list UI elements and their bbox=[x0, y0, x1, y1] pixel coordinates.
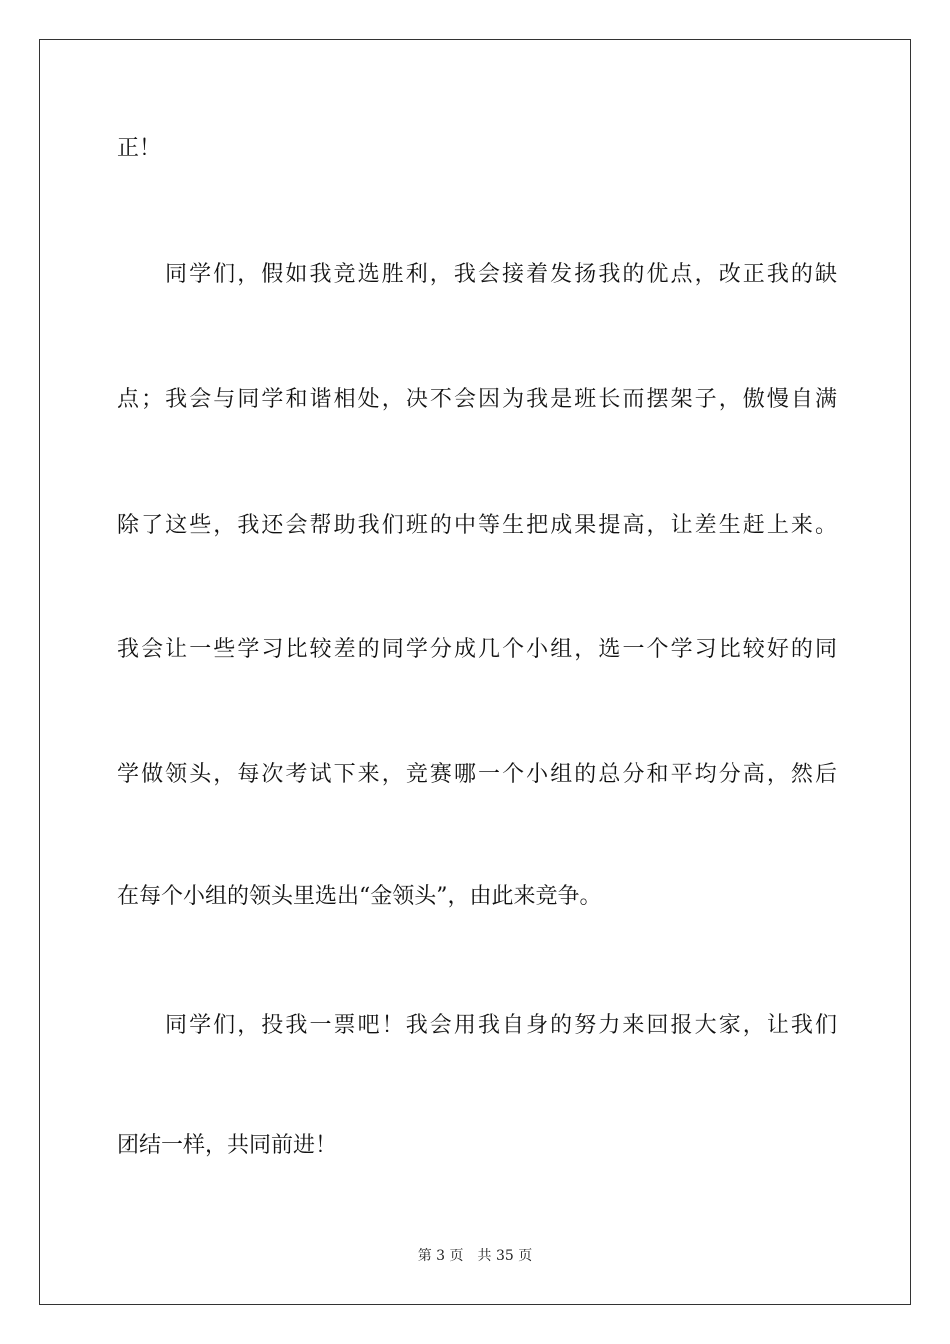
paragraph-line-8: 同学们，投我一票吧！我会用我自身的努力来回报大家，让我们 bbox=[165, 1013, 837, 1038]
page-total: 共 35 页 bbox=[477, 1248, 533, 1264]
page-number: 第 3 页 bbox=[417, 1248, 464, 1264]
page-footer bbox=[0, 1246, 950, 1266]
paragraph-line-3: 点；我会与同学和谐相处，决不会因为我是班长而摆架子，傲慢自满 bbox=[117, 387, 837, 412]
paragraph-line-9: 团结一样，共同前进！ bbox=[117, 1133, 338, 1158]
paragraph-line-2: 同学们，假如我竞选胜利，我会接着发扬我的优点，改正我的缺 bbox=[165, 262, 837, 287]
paragraph-line-6: 学做领头，每次考试下来，竞赛哪一个小组的总分和平均分高，然后 bbox=[117, 762, 837, 787]
paragraph-line-1: 正！ bbox=[117, 136, 162, 161]
paragraph-line-4: 除了这些，我还会帮助我们班的中等生把成果提高，让差生赶上来。 bbox=[117, 513, 837, 538]
paragraph-line-5: 我会让一些学习比较差的同学分成几个小组，选一个学习比较好的同 bbox=[117, 637, 837, 662]
page-border bbox=[39, 39, 911, 1305]
paragraph-line-7: 在每个小组的领头里选出“金领头”，由此来竞争。 bbox=[117, 884, 602, 909]
